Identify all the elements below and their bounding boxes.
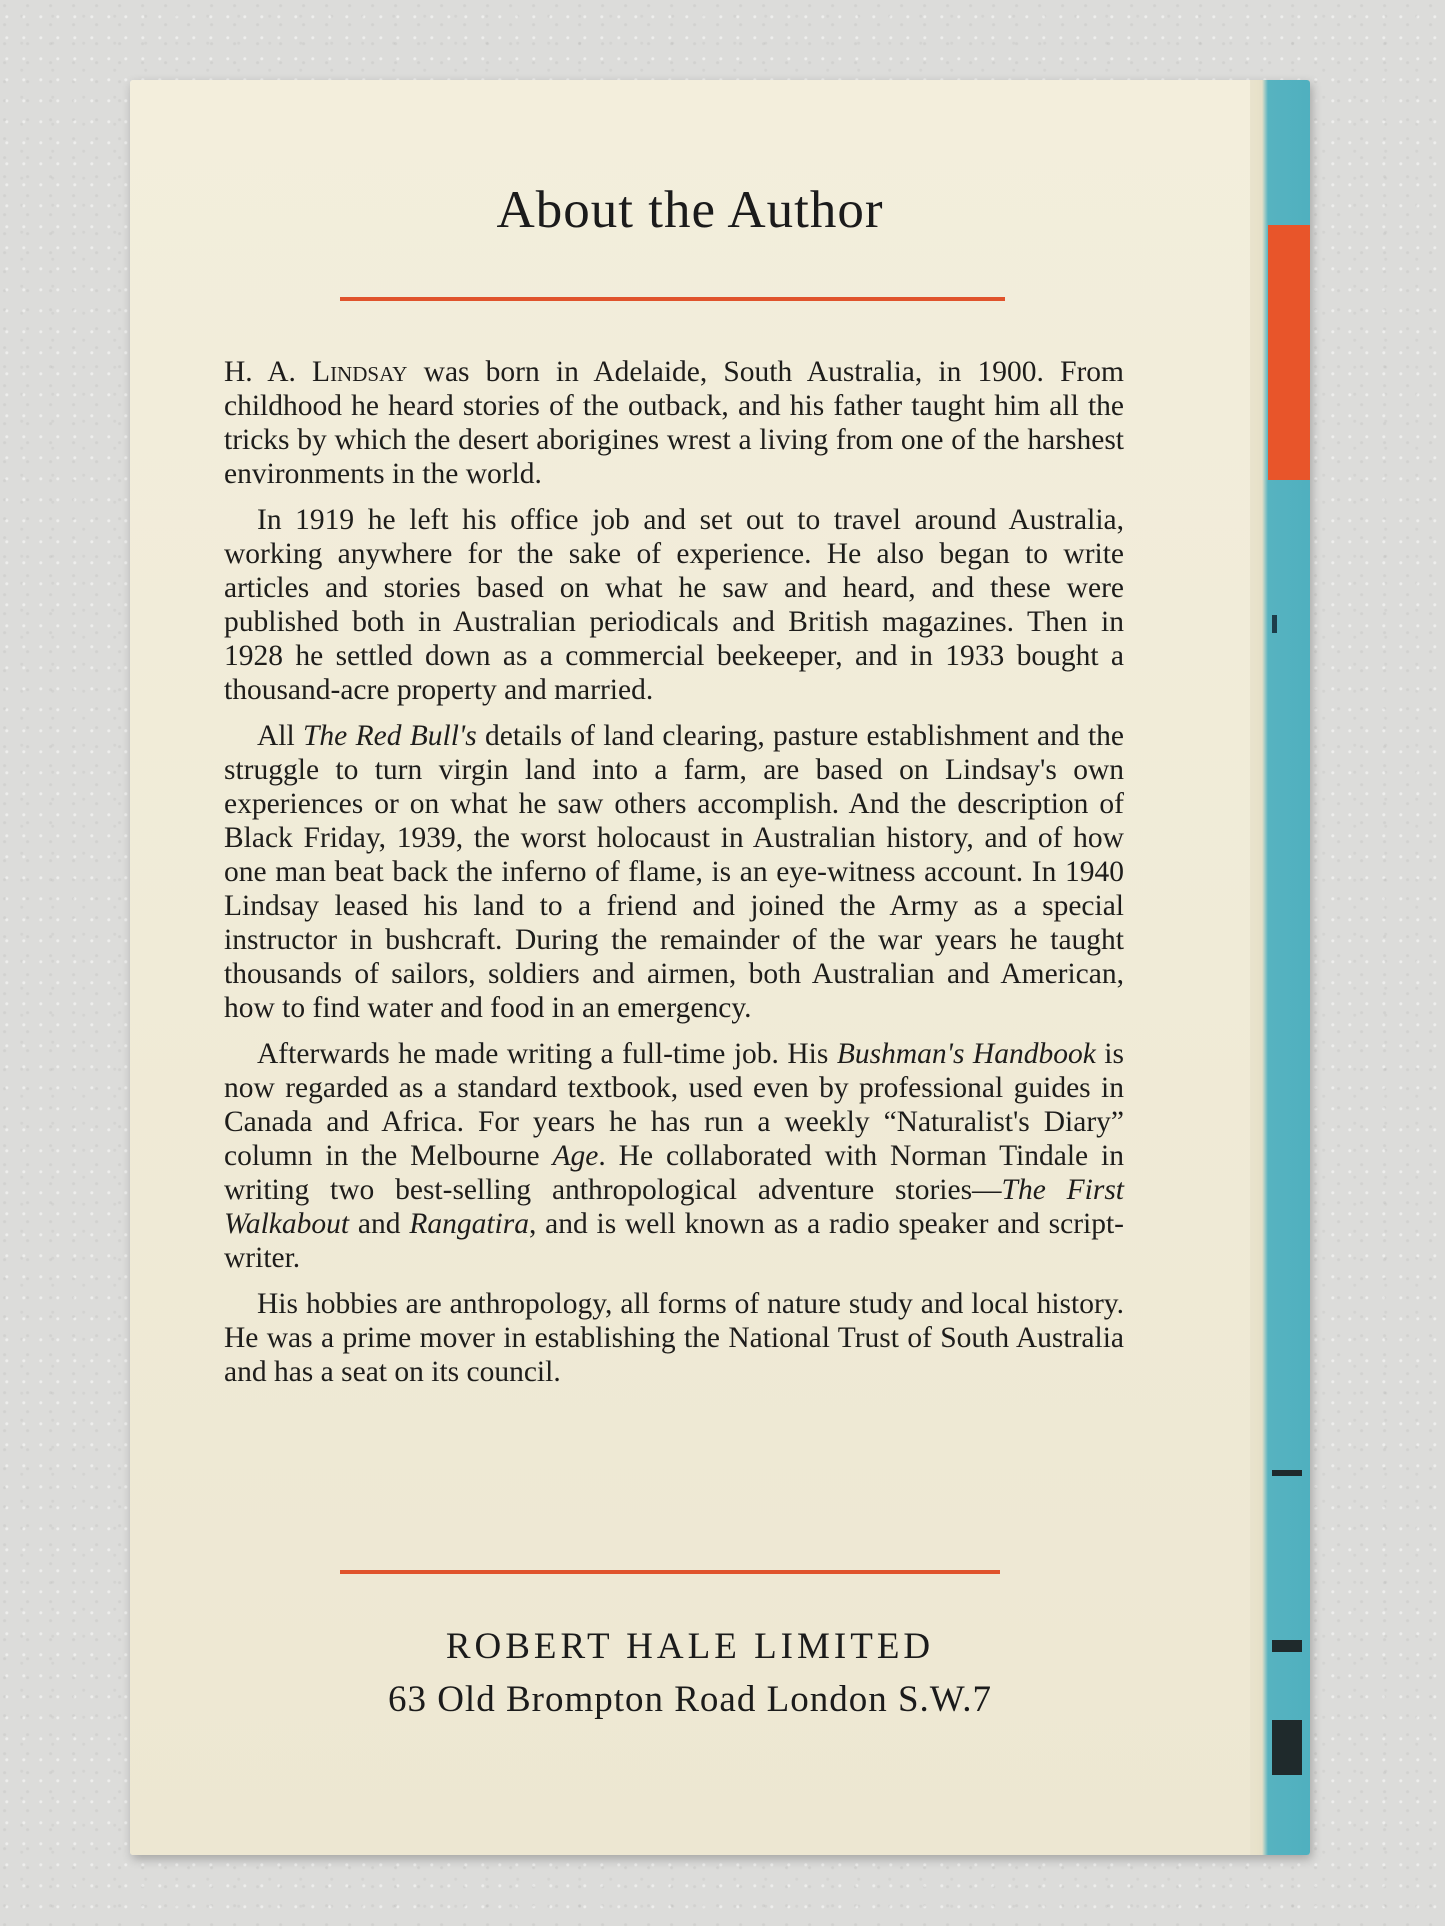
bio-paragraph-4-c: . He collaborated with Norman Tindale in writing two best-selling anthropological adventure stories— — [224, 1140, 1124, 1206]
cover-panel — [130, 80, 1250, 1855]
spine-wear-mark — [1272, 1640, 1302, 1652]
bio-paragraph-2: In 1919 he left his office job and set out to travel around Australia, working anywhere for the sake of experience. He also began to write articles and stories based on what he saw and heard, and these were published both in Australian periodicals and British magazines. Then in 1928 he settled down as a commercial beekeeper, and in 1933 bought a thousand-acre property and married. — [224, 504, 1124, 706]
bio-paragraph-3-lead: All — [257, 720, 304, 752]
book-title-first-walkabout: The First Walkabout — [224, 1174, 1124, 1240]
book-title-bushmans-handbook: Bushman's Handbook — [836, 1038, 1096, 1070]
bio-paragraph-4-d: and — [349, 1208, 410, 1240]
book-spine — [1250, 80, 1310, 1855]
bottom-divider — [340, 1570, 1000, 1574]
bio-paragraph-3 — [224, 719, 1124, 1025]
bio-paragraph-5: His hobbies are anthropology, all forms of nature study and local history. He was a prime mover in establishing the National Trust of South Australia and has a seat on its council. — [224, 1288, 1124, 1388]
bio-paragraph-4-e: , and is well known as a radio speaker and script-writer. — [224, 1208, 1125, 1274]
bio-paragraph-3-text: details of land clearing, pasture establishment and the struggle to turn virgin land into a farm, are based on Lindsay's own experiences or on what he saw others accomplish. And the description of Black Friday, 1939, the worst holocaust in Australian history, and of how one man beat back the inferno of flame, is an eye-witness account. In 1940 Lindsay leased his land to a friend and joined the Army as a special instructor in bushcraft. During the remainder of the war years he taught thousands of sailors, soldiers and airmen, both Australian and American, how to find water and food in an emergency. — [224, 720, 1124, 1024]
bio-paragraph-4 — [224, 1037, 1124, 1275]
author-bio — [224, 355, 1124, 1401]
page-title: About the Author — [496, 181, 884, 239]
spine-wear-mark — [1272, 1470, 1302, 1476]
publisher-address: 63 Old Brompton Road London S.W.7 — [387, 1679, 993, 1720]
book-back-cover — [130, 80, 1310, 1855]
spine-orange-band — [1268, 225, 1310, 480]
top-divider — [340, 297, 1005, 301]
spine-mark — [1272, 615, 1277, 633]
book-title-rangatira: Rangatira — [409, 1208, 529, 1240]
bio-paragraph-4-a: Afterwards he made writing a full-time job. His — [257, 1038, 837, 1070]
publisher-block — [130, 1625, 1250, 1721]
bio-paragraph-1-text: was born in Adelaide, South Australia, in 1900. From childhood he heard stories of the outback, and his father taught him all the tricks by which the desert aborigines wrest a living from one of the harshest environments in the world. — [224, 356, 1124, 490]
bio-paragraph-4-b: is now regarded as a standard textbook, used even by professional guides in Canada and Africa. For years he has run a weekly “Naturalist's Diary” column in the Melbourne — [224, 1038, 1124, 1172]
publisher-name: ROBERT HALE LIMITED — [445, 1626, 935, 1667]
bio-paragraph-1 — [224, 355, 1124, 491]
book-title-red-bull: The Red Bull's — [303, 720, 477, 752]
newspaper-title-age: Age — [552, 1140, 599, 1172]
spine-wear-mark — [1272, 1720, 1302, 1775]
author-name: H. A. Lindsay — [224, 356, 408, 388]
